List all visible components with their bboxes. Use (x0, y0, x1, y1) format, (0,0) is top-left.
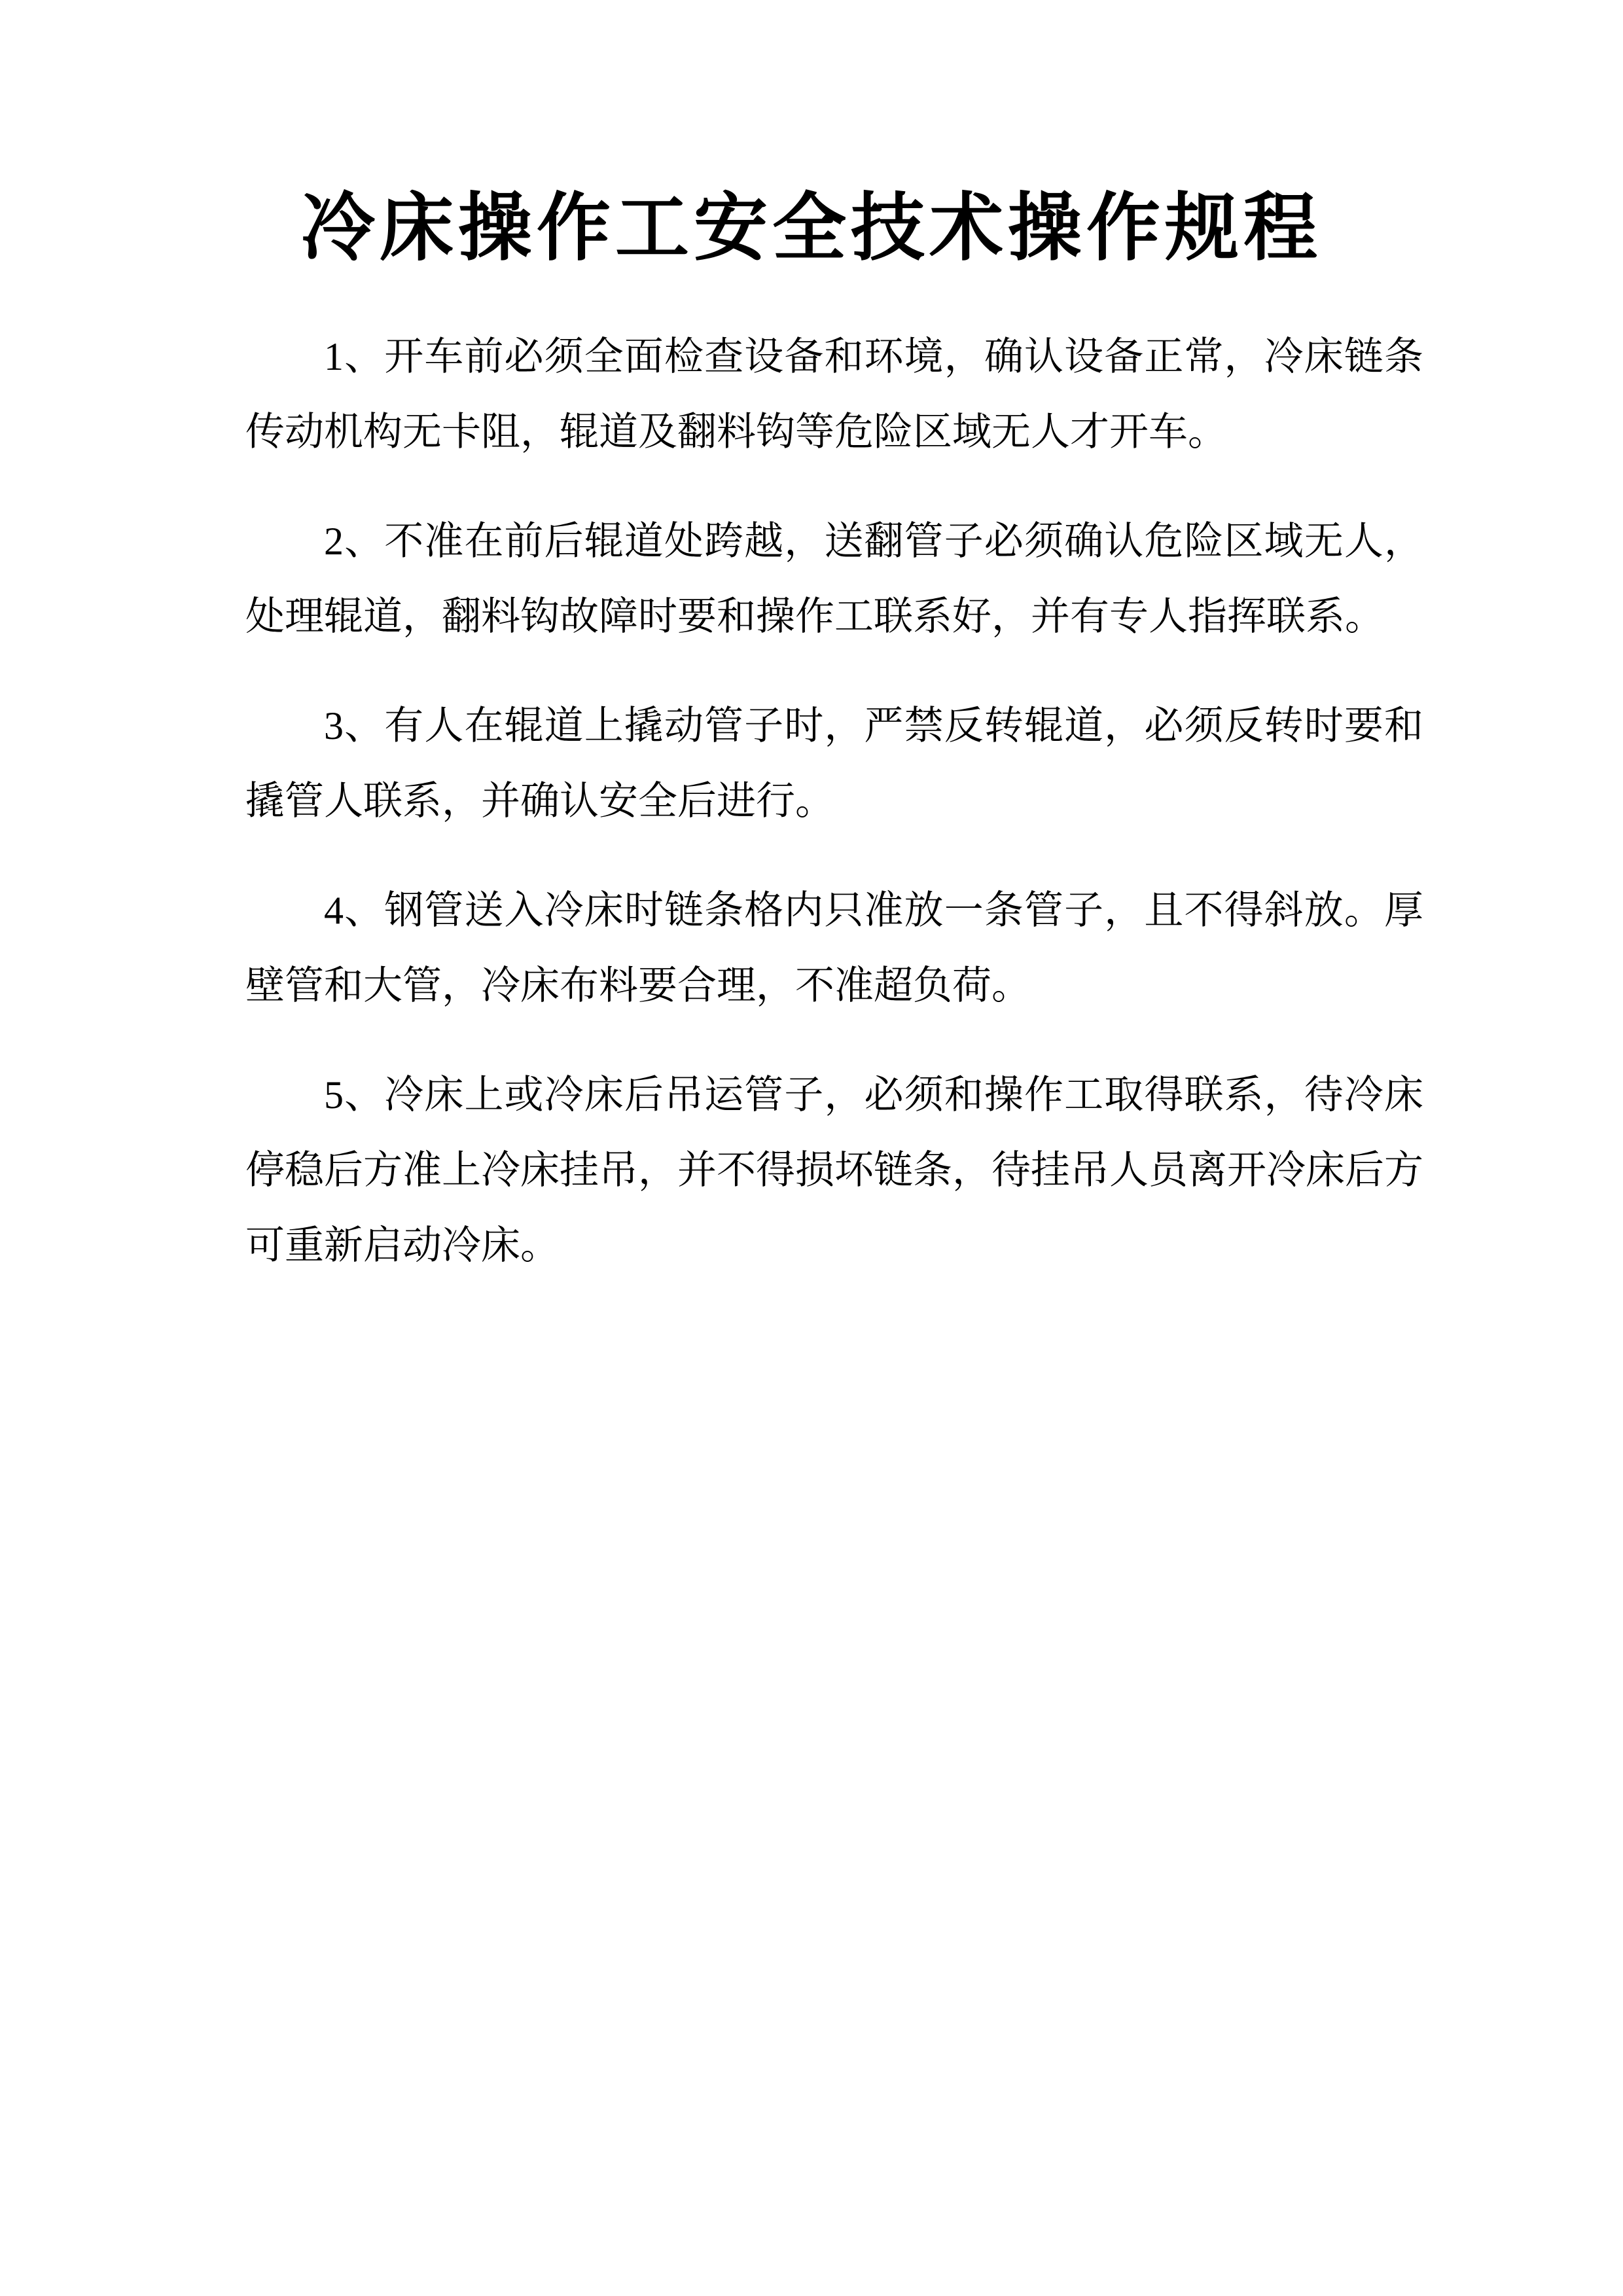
paragraph-4: 4、钢管送入冷床时链条格内只准放一条管子，且不得斜放。厚壁管和大管，冷床布料要合理，不准超负荷。 (245, 889, 1423, 1007)
paragraph-3: 3、有人在辊道上撬动管子时，严禁反转辊道，必须反转时要和撬管人联系，并确认安全后进行。 (245, 704, 1423, 823)
document-title: 冷床操作工安全技术操作规程 (301, 188, 1322, 270)
paragraph-1: 1、开车前必须全面检查设备和环境，确认设备正常，冷床链条传动机构无卡阻，辊道及翻料钩等危险区域无人才开车。 (245, 335, 1423, 454)
document-body (245, 319, 1423, 1283)
paragraph-5: 5、冷床上或冷床后吊运管子，必须和操作工取得联系，待冷床停稳后方准上冷床挂吊，并不得损坏链条，待挂吊人员离开冷床后方可重新启动冷床。 (245, 1073, 1423, 1267)
paragraph-2: 2、不准在前后辊道处跨越，送翻管子必须确认危险区域无人，处理辊道，翻料钩故障时要和操作工联系好，并有专人指挥联系。 (245, 520, 1423, 638)
